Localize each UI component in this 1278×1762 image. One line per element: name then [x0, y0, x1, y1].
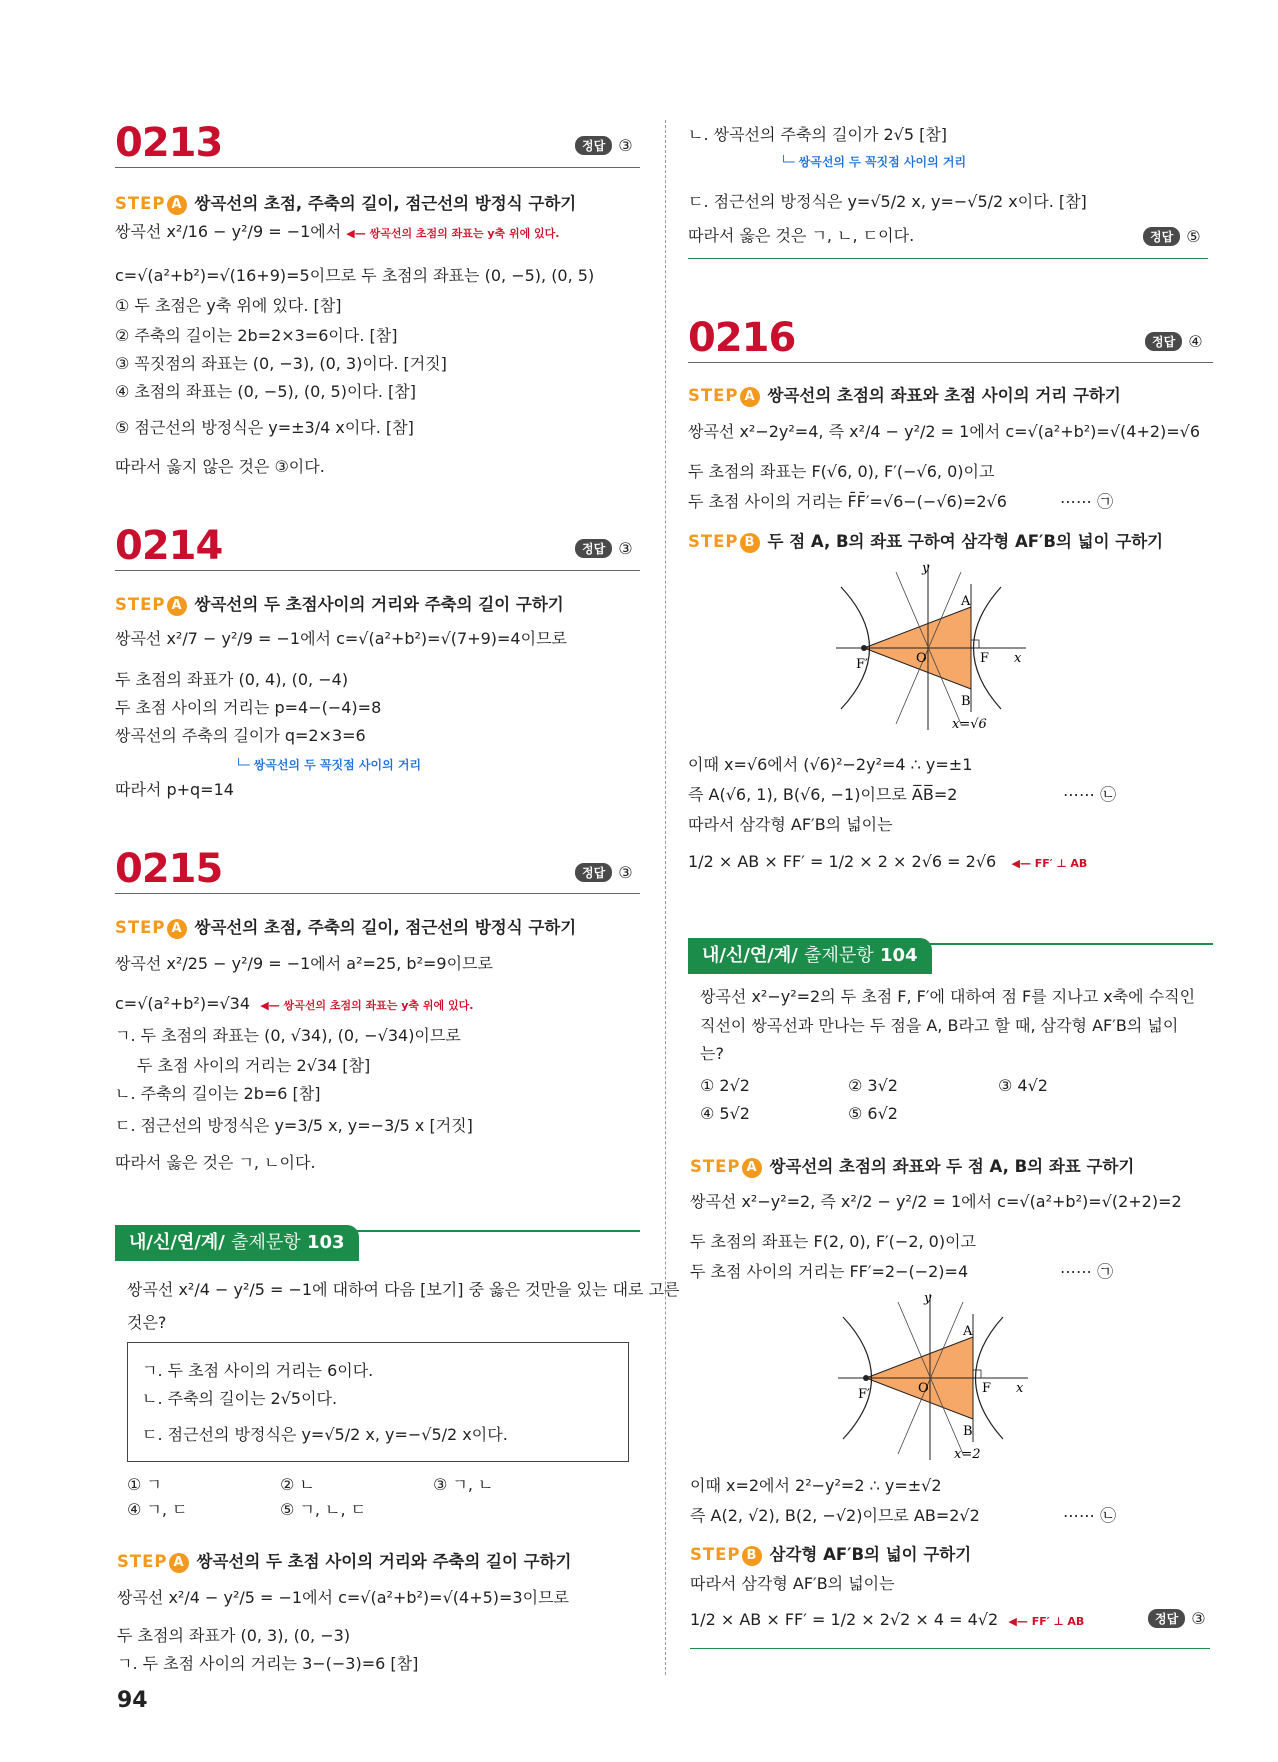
answer-0213 — [575, 135, 633, 155]
question-text: 쌍곡선 x²−y²=2의 두 초점 F, F′에 대하여 점 F를 지나고 x축에 수직인 — [700, 987, 1196, 1006]
solution-line: 두 초점 사이의 거리는 p=4−(−4)=8 — [115, 698, 382, 717]
step-a-heading: STEP A 쌍곡선의 초점의 좌표와 초점 사이의 거리 구하기 — [688, 386, 1121, 405]
solution-line: 쌍곡선의 주축의 길이가 q=2×3=6 — [115, 726, 366, 745]
solution-line: ㄴ. 쌍곡선의 주축의 길이가 2√5 [참] — [688, 125, 948, 144]
question-text: 쌍곡선 x²/4 − y²/5 = −1에 대하여 다음 [보기] 중 옳은 것만을 있는 대로 고른 — [127, 1280, 680, 1299]
solution-line: 1/2 × AB × FF′ = 1/2 × 2 × 2√6 = 2√6 ◀— FF′ ⊥ AB — [688, 852, 1088, 871]
choice: ⑤ 6√2 — [848, 1104, 898, 1123]
problem-number-0213: 0213 — [115, 120, 223, 166]
fig-label: F′ — [856, 657, 868, 672]
fig-label: O — [918, 1381, 929, 1396]
fig-label: F′ — [858, 1387, 870, 1402]
solution-line: ㄷ. 점근선의 방정식은 y=√5/2 x, y=−√5/2 x이다. [참] — [688, 192, 1087, 211]
annotation-note: └─ 쌍곡선의 두 꼭짓점 사이의 거리 — [235, 758, 422, 772]
answer-0216: 정답 ④ — [1145, 331, 1203, 351]
choice: ④ 5√2 — [700, 1104, 750, 1123]
solution-line: 쌍곡선 x²/7 − y²/9 = −1에서 c=√(a²+b²)=√(7+9)=4이므로 — [115, 629, 567, 648]
linked-question-tag-104: 내/신/연/계/ 출제문항 104 — [688, 938, 932, 974]
solution-line: 두 초점의 좌표는 F(√6, 0), F′(−√6, 0)이고 — [688, 462, 995, 481]
answer-0215-final: 정답 ⑤ — [1143, 226, 1201, 246]
choice: ② 3√2 — [848, 1076, 898, 1095]
fig-label: B — [961, 694, 971, 709]
solution-line: ① 두 초점은 y축 위에 있다. [참] — [115, 296, 342, 315]
right-angle-mark — [971, 640, 979, 648]
solution-line: ㄱ. 두 초점 사이의 거리는 3−(−3)=6 [참] — [117, 1654, 419, 1673]
choice: ③ ㄱ, ㄴ — [433, 1475, 494, 1494]
solution-line: c=√(a²+b²)=√34 ◀— 쌍곡선의 초점의 좌표는 y축 위에 있다. — [115, 994, 474, 1013]
right-angle-mark — [973, 1370, 981, 1378]
fig-label: F — [980, 651, 990, 666]
question-text: 직선이 쌍곡선과 만나는 두 점을 A, B라고 할 때, 삼각형 AF′B의 넓이 — [700, 1016, 1179, 1035]
solution-line: 두 초점 사이의 거리는 2√34 [참] — [137, 1056, 371, 1075]
problem-rule — [115, 570, 640, 571]
solution-line: 따라서 옳은 것은 ㄱ, ㄴ, ㄷ이다. — [688, 226, 915, 245]
annotation-note: └─ 쌍곡선의 두 꼭짓점 사이의 거리 — [780, 155, 967, 169]
section-end-rule — [688, 258, 1208, 259]
box-item: ㄴ. 주축의 길이는 2√5이다. — [142, 1389, 338, 1408]
solution-line: 두 초점의 좌표가 (0, 4), (0, −4) — [115, 670, 349, 689]
answer-value: ③ — [618, 136, 633, 155]
tag-rule — [868, 943, 1213, 945]
step-a-heading: STEP A 쌍곡선의 초점, 주축의 길이, 점근선의 방정식 구하기 — [115, 194, 577, 213]
solution-line: 이때 x=2에서 2²−y²=2 ∴ y=±√2 — [690, 1476, 942, 1495]
problem-rule — [688, 362, 1213, 363]
focus-point — [863, 1375, 869, 1381]
problem-number-0216: 0216 — [688, 315, 796, 361]
fig-label: x — [1014, 651, 1022, 666]
solution-line: ② 주축의 길이는 2b=2×3=6이다. [참] — [115, 326, 398, 345]
problem-rule — [115, 167, 640, 168]
equation-mark: ⋯⋯ ㉠ — [1060, 492, 1114, 511]
choice: ⑤ ㄱ, ㄴ, ㄷ — [280, 1500, 367, 1519]
step-a-heading: STEP A 쌍곡선의 두 초점 사이의 거리와 주축의 길이 구하기 — [117, 1552, 572, 1571]
step-a-heading: STEP A 쌍곡선의 초점, 주축의 길이, 점근선의 방정식 구하기 — [115, 918, 577, 937]
equation-mark: ⋯⋯ ㉡ — [1063, 1506, 1117, 1525]
linked-question-tag-103: 내/신/연/계/ 출제문항 103 — [115, 1225, 359, 1261]
solution-line: 쌍곡선 x²−y²=2, 즉 x²/2 − y²/2 = 1에서 c=√(a²+b²)=√(2+2)=2 — [690, 1192, 1182, 1211]
solution-line: 두 초점의 좌표가 (0, 3), (0, −3) — [117, 1626, 351, 1645]
solution-line: 쌍곡선 x²/25 − y²/9 = −1에서 a²=25, b²=9이므로 — [115, 954, 493, 973]
fig-label: y — [924, 1292, 932, 1306]
solution-line: 쌍곡선 x²−2y²=4, 즉 x²/4 − y²/2 = 1에서 c=√(a²+b²)=√(4+2)=√6 — [688, 422, 1201, 441]
solution-line: 1/2 × AB × FF′ = 1/2 × 2√2 × 4 = 4√2 ◀— FF′ ⊥ AB — [690, 1610, 1085, 1629]
solution-line: 즉 A(√6, 1), B(√6, −1)이므로 A̅B̅=2 — [688, 785, 958, 804]
solution-line: ③ 꼭짓점의 좌표는 (0, −3), (0, 3)이다. [거짓] — [115, 354, 447, 373]
answer-0214: 정답 ③ — [575, 538, 633, 558]
equation-mark: ⋯⋯ ㉡ — [1063, 785, 1117, 804]
question-text: 는? — [700, 1044, 724, 1063]
solution-line: c=√(a²+b²)=√(16+9)=5이므로 두 초점의 좌표는 (0, −5), (0, 5) — [115, 266, 595, 285]
fig-label: O — [916, 651, 927, 666]
solution-line: ㄱ. 두 초점의 좌표는 (0, √34), (0, −√34)이므로 — [115, 1026, 461, 1045]
solution-line: 따라서 삼각형 AF′B의 넓이는 — [690, 1574, 895, 1593]
solution-line: 쌍곡선 x²/4 − y²/5 = −1에서 c=√(a²+b²)=√(4+5)=3이므로 — [117, 1588, 569, 1607]
choice: ① ㄱ — [127, 1475, 162, 1494]
answer-104: 정답 ③ — [1148, 1608, 1206, 1628]
tag-rule — [295, 1230, 640, 1232]
section-end-rule — [690, 1648, 1210, 1649]
choice: ① 2√2 — [700, 1076, 750, 1095]
choice: ④ ㄱ, ㄷ — [127, 1500, 188, 1519]
fig-label: x=√6 — [952, 717, 987, 732]
step-a-heading: STEP A 쌍곡선의 두 초점사이의 거리와 주축의 길이 구하기 — [115, 595, 564, 614]
problem-number-0214: 0214 — [115, 523, 223, 569]
fig-label: x — [1016, 1381, 1024, 1396]
fig-label: A — [961, 594, 971, 609]
fig-label: F — [982, 1381, 992, 1396]
solution-line: 두 초점 사이의 거리는 FF′=2−(−2)=4 — [690, 1262, 969, 1281]
solution-line: 따라서 p+q=14 — [115, 780, 234, 799]
solution-line: 두 초점의 좌표는 F(2, 0), F′(−2, 0)이고 — [690, 1232, 977, 1251]
problem-rule — [115, 893, 640, 894]
solution-line: ㄷ. 점근선의 방정식은 y=3/5 x, y=−3/5 x [거짓] — [115, 1116, 473, 1135]
example-box — [127, 1342, 629, 1462]
question-text: 것은? — [127, 1313, 167, 1332]
solution-line: 쌍곡선 x²/16 − y²/9 = −1에서 ◀— 쌍곡선의 초점의 좌표는 y축 위에 있다. — [115, 222, 560, 241]
solution-line: 즉 A(2, √2), B(2, −√2)이므로 AB=2√2 — [690, 1506, 980, 1525]
box-item: ㄱ. 두 초점 사이의 거리는 6이다. — [142, 1361, 374, 1380]
page-number: 94 — [117, 1688, 148, 1713]
hyperbola-figure-104 — [838, 1292, 1028, 1462]
solution-line: 따라서 옳지 않은 것은 ③이다. — [115, 457, 325, 476]
solution-line: ㄴ. 주축의 길이는 2b=6 [참] — [115, 1084, 321, 1103]
step-b-heading: STEP B 두 점 A, B의 좌표 구하여 삼각형 AF′B의 넓이 구하기 — [688, 532, 1164, 551]
answer-0215: 정답 ③ — [575, 862, 633, 882]
hyperbola-figure-0216 — [836, 562, 1026, 732]
problem-number-0215: 0215 — [115, 846, 223, 892]
step-a-heading: STEP A 쌍곡선의 초점의 좌표와 두 점 A, B의 좌표 구하기 — [690, 1157, 1135, 1176]
equation-mark: ⋯⋯ ㉠ — [1060, 1262, 1114, 1281]
solution-line: 이때 x=√6에서 (√6)²−2y²=4 ∴ y=±1 — [688, 755, 973, 774]
choice: ② ㄴ — [280, 1475, 315, 1494]
solution-line: 두 초점 사이의 거리는 F̄F̄′=√6−(−√6)=2√6 — [688, 492, 1007, 511]
focus-point — [861, 645, 867, 651]
column-divider — [665, 120, 666, 1675]
step-b-heading: STEP B 삼각형 AF′B의 넓이 구하기 — [690, 1545, 972, 1564]
solution-line: 따라서 옳은 것은 ㄱ, ㄴ이다. — [115, 1153, 316, 1172]
fig-label: x=2 — [954, 1447, 981, 1462]
fig-label: B — [963, 1424, 973, 1439]
fig-label: y — [922, 562, 930, 576]
fig-label: A — [963, 1324, 973, 1339]
choice: ③ 4√2 — [998, 1076, 1048, 1095]
solution-line: ⑤ 점근선의 방정식은 y=±3/4 x이다. [참] — [115, 418, 414, 437]
box-item: ㄷ. 점근선의 방정식은 y=√5/2 x, y=−√5/2 x이다. — [142, 1425, 508, 1444]
answer-badge: 정답 — [575, 136, 612, 155]
solution-line: 따라서 삼각형 AF′B의 넓이는 — [688, 815, 893, 834]
solution-line: ④ 초점의 좌표는 (0, −5), (0, 5)이다. [참] — [115, 382, 416, 401]
